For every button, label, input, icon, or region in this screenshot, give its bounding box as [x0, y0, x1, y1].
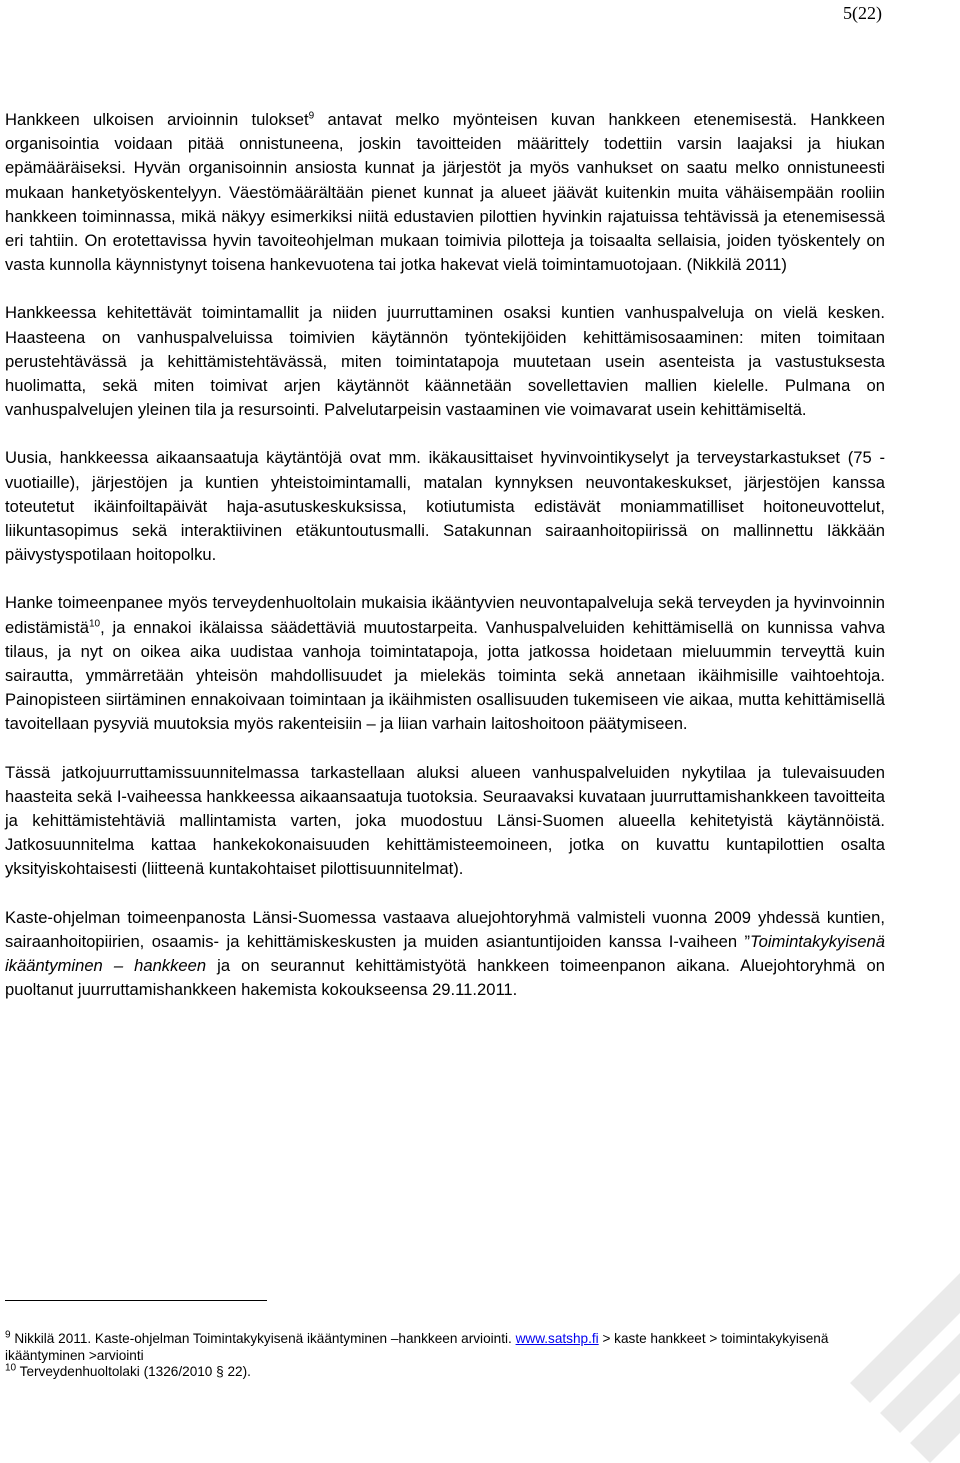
emphasized-text: Toimintakykyisenä ikääntyminen – hankkeen — [5, 931, 885, 976]
footnotes — [5, 1331, 905, 1381]
footnote — [5, 1364, 905, 1381]
paragraph — [5, 761, 885, 882]
paragraph — [5, 906, 885, 1003]
paragraph-text: Uusia, hankkeessa aikaansaatuja käytäntöjä ovat mm. ikäkausittaiset hyvinvointikyselyt ja terveystarkastukset (75 -vuotiaille), järjestöjen ja kuntien yhteistoimintamalli, matalan kynnyksen neuvontakeskukset, järjestöjen kanssa toteutetut ikäinfoiltapäivät haja-asutuskeskuksissa, kotiutumista edistävät moniammatilliset hoitoneuvottelut, liikuntasopimus sekä interaktiivinen etäkuntoutusmalli. Satakunnan sairaanhoitopiirissä on mallinnettu Iäkkään päivystyspotilaan hoitopolku. — [5, 448, 885, 565]
footnote-separator — [5, 1300, 267, 1301]
footnote-text: Nikkilä 2011. Kaste-ohjelman Toimintakykyisenä ikääntyminen –hankkeen arviointi. — [10, 1331, 516, 1346]
paragraph-text: ja on seurannut kehittämistyötä hankkeen toimeenpanon aikana. Aluejohtoryhmä on puoltanut juurruttamishankkeen hakemista kokoukseensa 29.11.2011. — [5, 956, 885, 1000]
page-number: 5(22) — [843, 3, 882, 23]
footnote-reference: 10 — [88, 618, 101, 630]
paragraph-text: Tässä jatkojuurruttamissuunnitelmassa tarkastellaan aluksi alueen vanhuspalveluiden nykytilaa ja tulevaisuuden haasteita sekä I-vaiheessa hankkeessa aikaansaatuja tuotoksia. Seuraavaksi kuvataan juurruttamishankkeen tavoitteita ja kehittämistehtäviä mallintamista varten, joka muodostuu Länsi-Suomen alueella kehitetyistä käytännöistä. Jatkosuunnitelma kattaa hankekokonaisuuden kehittämisteemoineen, jotka on kuvattu kuntapilottien osalta yksityiskohtaisesti (liitteenä kuntakohtaiset pilottisuunnitelmat). — [5, 762, 885, 879]
paragraph-text: , ja ennakoi ikälaissa säädettäviä muutostarpeita. Vanhuspalveluiden kehittämisellä on kunnissa vahva tilaus, ja nyt on oikea aika uudistaa vanhoja toimintatapoja, jotta jatkossa hoidetaan mieluummin terveyttä kuin sairautta, ymmärretään yhteisön mahdollisuudet ja mielekäs toiminta sekä annetaan ikäihmisille vaihtoehtoja. Painopisteen siirtäminen ennakoivaan toimintaan ja ikäihmisten osallisuuden tukemiseen vie aikaa, mutta kehittämisellä tavoitellaan pysyviä muutoksia myös rakenteisiin – ja liian varhain laitoshoitoon päätymiseen. — [5, 617, 885, 734]
footnote-number: 9 — [5, 1329, 11, 1341]
paragraph — [5, 108, 885, 277]
body-text — [5, 108, 885, 1027]
paragraph-text: antavat melko myönteisen kuvan hankkeen etenemisestä. Hankkeen organisointia voidaan pitää onnistuneena, joskin tavoitteiden määrittely todettiin varsin laajaksi ja hiukan epämääräiseksi. Hyvän organisoinnin ansiosta kunnat ja järjestöt ja myös vanhukset on saatu melko onnistuneesti mukaan hanketyöskentelyyn. Väestömäärältään pienet kunnat ja alueet jäävät kuitenkin muita vähäisempään rooliin hankkeen toiminnassa, mikä näkyy esimerkiksi niitä edustavien pilottien hyvinkin rajatuissa tehtävissä ja etenemisessä eri tahtiin. On erotettavissa hyvin tavoiteohjelman mukaan toimivia pilotteja ja toisaalta sellaisia, joiden työskentely on vasta kunnolla käynnistynyt toisena hankevuotena tai jotka hakevat vielä toimintamuotojaan. (Nikkilä 2011) — [5, 110, 885, 275]
paragraph-text: Hankkeessa kehitettävät toimintamallit ja niiden juurruttaminen osaksi kuntien vanhuspalveluja on vielä kesken. Haasteena on vanhuspalveluissa toimivien käytännön työntekijöiden kehittämisosaaminen: miten toimitaan perustehtävässä ja kehittämistehtävässä, miten toimintatapoja muutetaan usein asenteista ja vastustuksesta huolimatta, sekä miten toimivat arjen käytännöt käännetään sovellettavien mallien kielelle. Pulmana on vanhuspalvelujen yleinen tila ja resursointi. Palvelutarpeisin vastaaminen vie voimavarat usein kehittämiseltä. — [5, 303, 885, 420]
footnote-link[interactable]: www.satshp.fi — [515, 1331, 599, 1346]
footnote-text: > kaste hankkeet > toimintakykyisenä ikääntyminen >arviointi — [5, 1331, 829, 1363]
footnote — [5, 1331, 905, 1364]
paragraph-text: Hankkeen ulkoisen arvioinnin tulokset — [5, 110, 309, 129]
footnote-reference: 9 — [308, 110, 315, 122]
footnote-text: Terveydenhuoltolaki (1326/2010 § 22). — [16, 1364, 251, 1379]
paragraph — [5, 446, 885, 567]
paragraph-text: Kaste-ohjelman toimeenpanosta Länsi-Suomessa vastaava aluejohtoryhmä valmisteli vuonna 2009 yhdessä kuntien, sairaanhoitopiirien, osaamis- ja kehittämiskeskusten ja muiden asiantuntijoiden kanssa I-vaiheen ” — [5, 907, 885, 951]
paragraph-text: Hanke toimeenpanee myös terveydenhuoltolain mukaisia ikääntyvien neuvontapalveluja sekä terveyden ja hyvinvoinnin edistämistä — [5, 593, 885, 637]
footnote-number: 10 — [5, 1362, 17, 1374]
paragraph — [5, 591, 885, 736]
paragraph — [5, 301, 885, 422]
watermark-graphic — [810, 1263, 960, 1463]
